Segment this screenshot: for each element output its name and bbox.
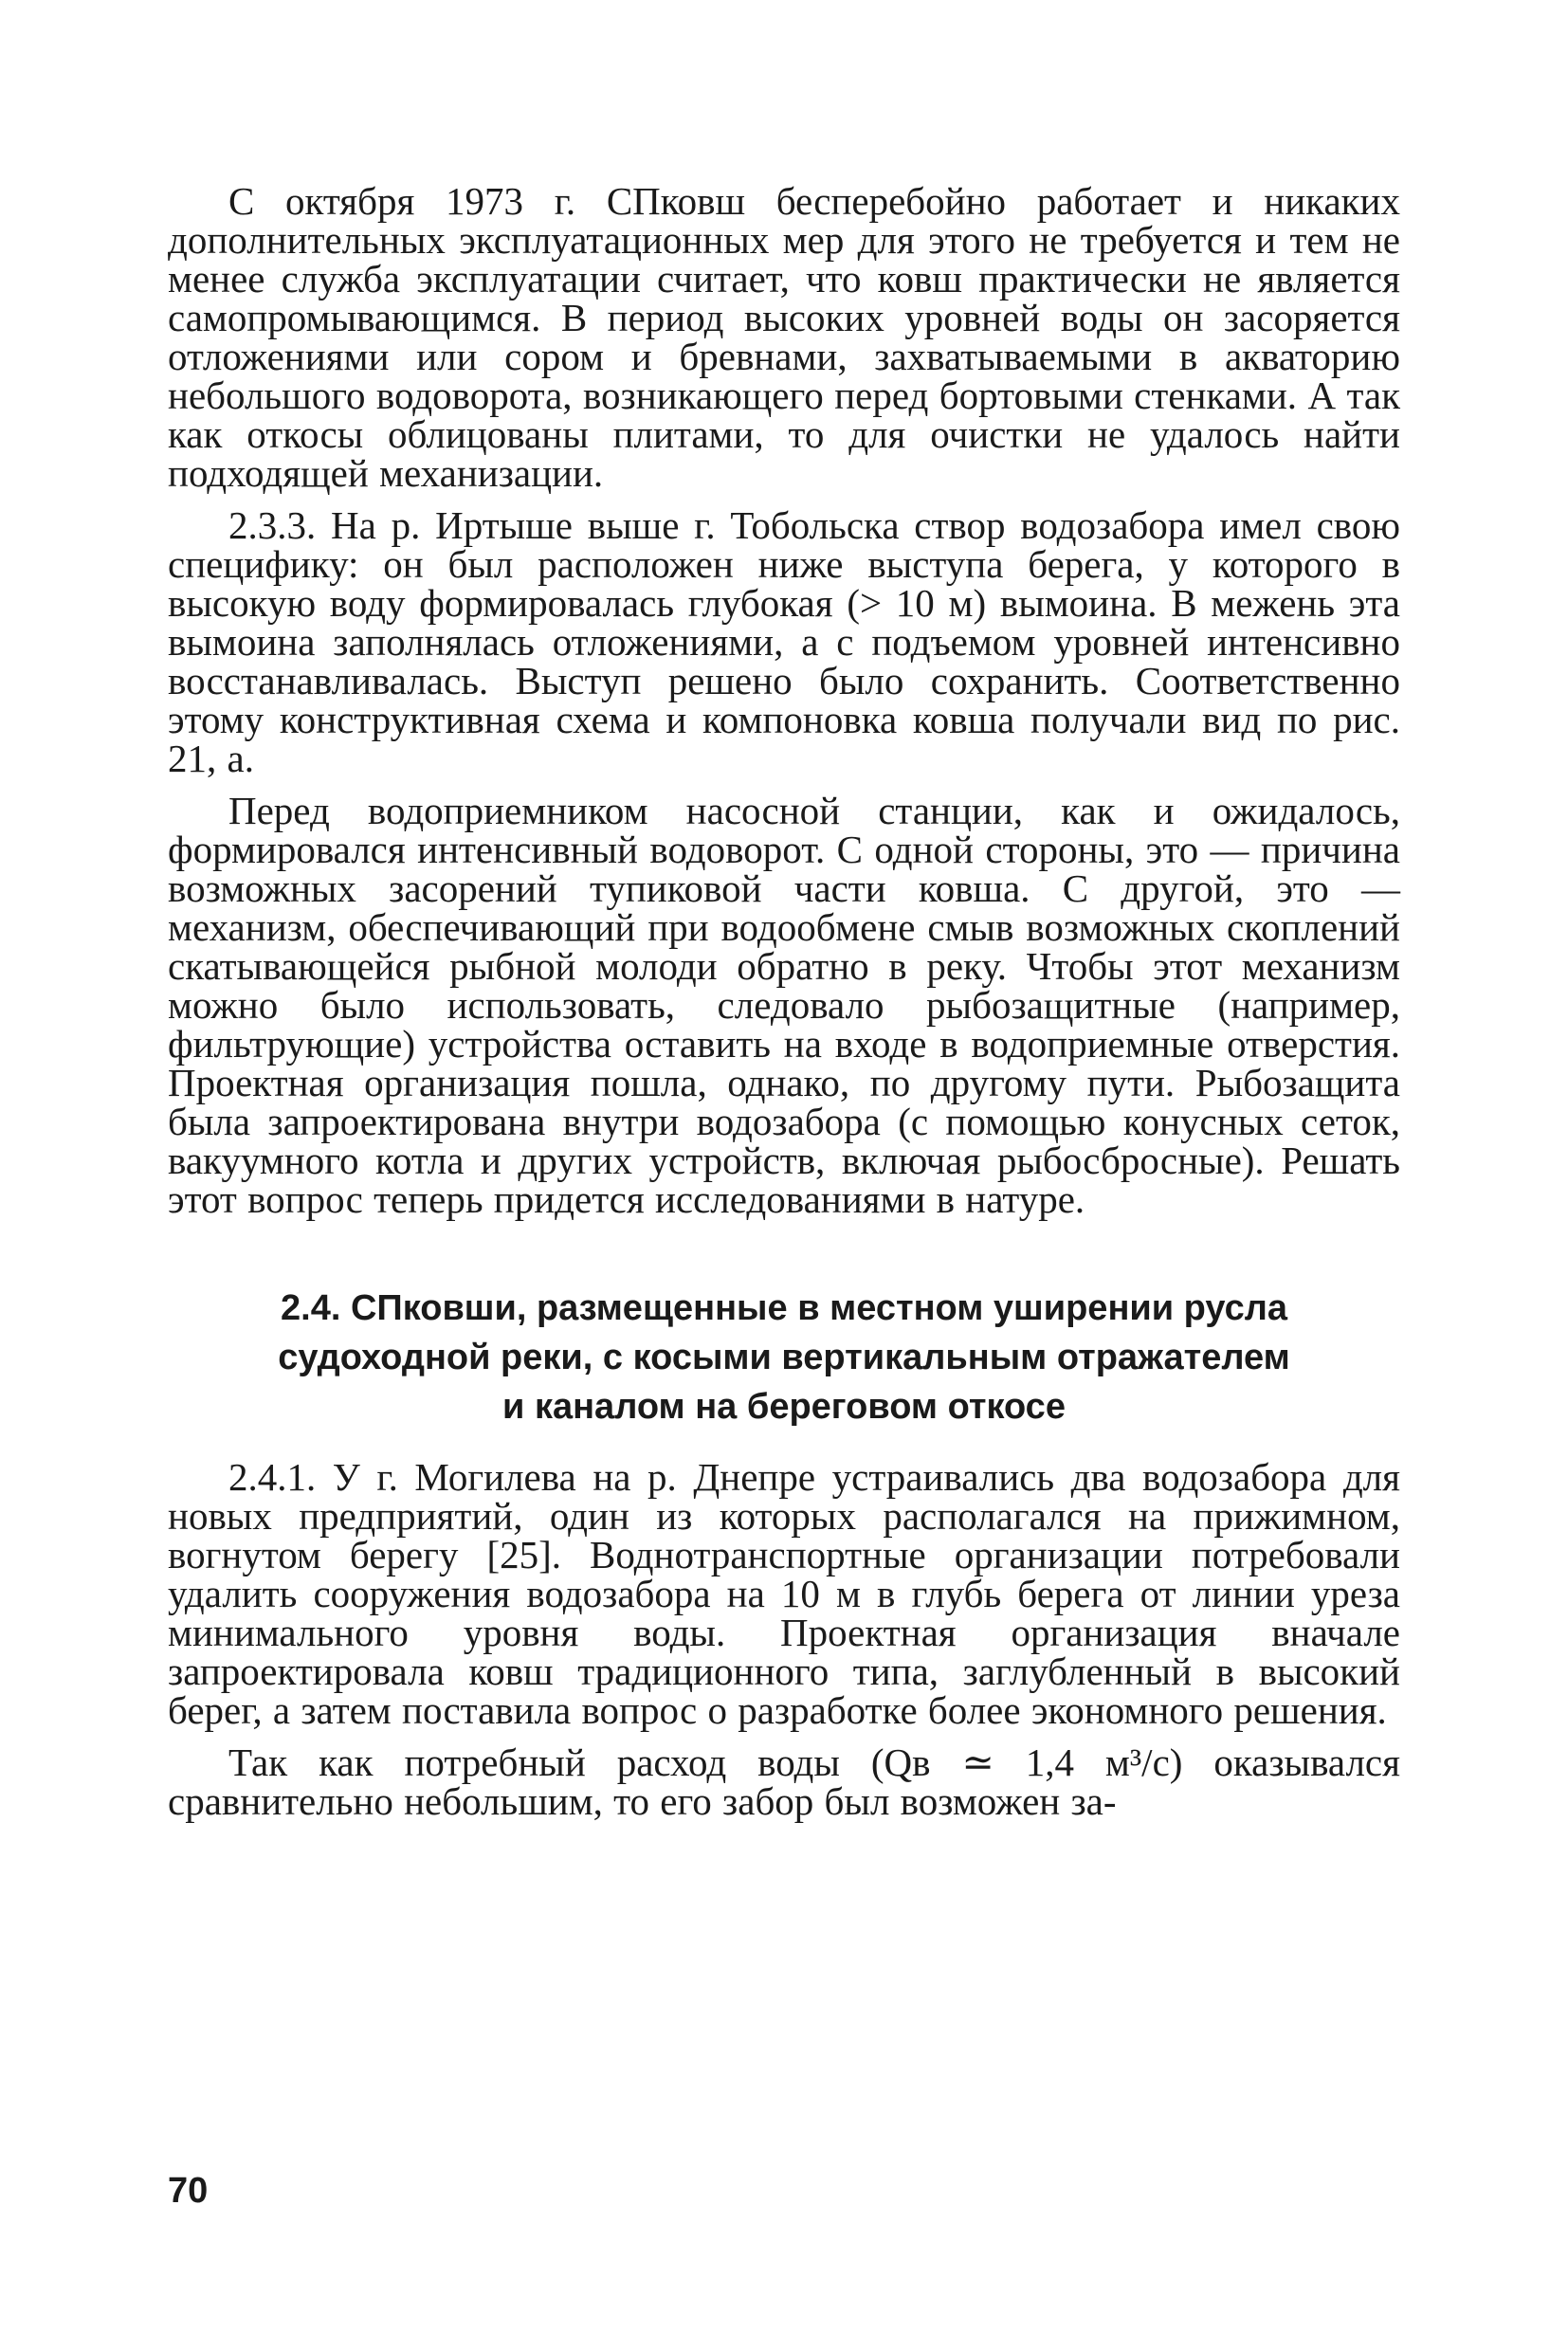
section-heading-line-1: 2.4. СПковши, размещенные в местном уширении русла <box>281 1288 1287 1328</box>
paragraph-ladle-operation: С октября 1973 г. СПковш бесперебойно работает и никаких дополнительных эксплуатационных мер для этого не требуется и тем не менее служба эксплуатации считает, что ковш практически не является самопромывающимся. В период высоких уровней воды он засоряется отложениями или сором и бревнами, захватываемыми в акваторию небольшого водоворота, возникающего перед бортовыми стенками. А так как откосы облицованы плитами, то для очистки не удалось найти подходящей механизации. <box>168 179 1400 495</box>
paragraph-mogilev-intake: 2.4.1. У г. Могилева на р. Днепре устраивались два водозабора для новых предприятий, один из которых располагался на прижимном, вогнутом берегу [25]. Воднотранспортные организации потребовали удалить сооружения водозабора на 10 м в глубь берега от линии уреза минимального уровня воды. Проектная организация вначале запроектировала ковш традиционного типа, заглубленный в высокий берег, а затем поставила вопрос о разработке более экономного решения. <box>168 1455 1400 1732</box>
paragraph-water-flow: Так как потребный расход воды (Qв ≃ 1,4 м³/с) оказывался сравнительно небольшим, то его забор был возможен за- <box>168 1740 1400 1823</box>
section-heading <box>168 1284 1400 1431</box>
paragraph-whirlpool: Перед водоприемником насосной станции, как и ожидалось, формировался интенсивный водоворот. С одной стороны, это — причина возможных засорений тупиковой части ковша. С другой, это — механизм, обеспечивающий при водообмене смыв возможных скоплений скатывающейся рыбной молоди обратно в реку. Чтобы этот механизм можно было использовать, следовало рыбозащитные (например, фильтрующие) устройства оставить на входе в водоприемные отверстия. Проектная организация пошла, однако, по другому пути. Рыбозащита была запроектирована внутри водозабора (с помощью конусных сеток, вакуумного котла и других устройств, включая рыбосбросные). Решать этот вопрос теперь придется исследованиями в натуре. <box>168 789 1400 1221</box>
page-number: 70 <box>168 2171 209 2211</box>
section-heading-line-3: и каналом на береговом откосе <box>502 1387 1066 1427</box>
section-heading-line-2: судоходной реки, с косыми вертикальным отражателем <box>278 1338 1290 1377</box>
page-body <box>168 179 1400 1823</box>
paragraph-irtysh-intake: 2.3.3. На р. Иртыше выше г. Тобольска створ водозабора имел свою специфику: он был расположен ниже выступа берега, у которого в высокую воду формировалась глубокая (> 10 м) вымоина. В межень эта вымоина заполнялась отложениями, а с подъемом уровней интенсивно восстанавливалась. Выступ решено было сохранить. Соответственно этому конструктивная схема и компоновка ковша получали вид по рис. 21, а. <box>168 503 1400 780</box>
